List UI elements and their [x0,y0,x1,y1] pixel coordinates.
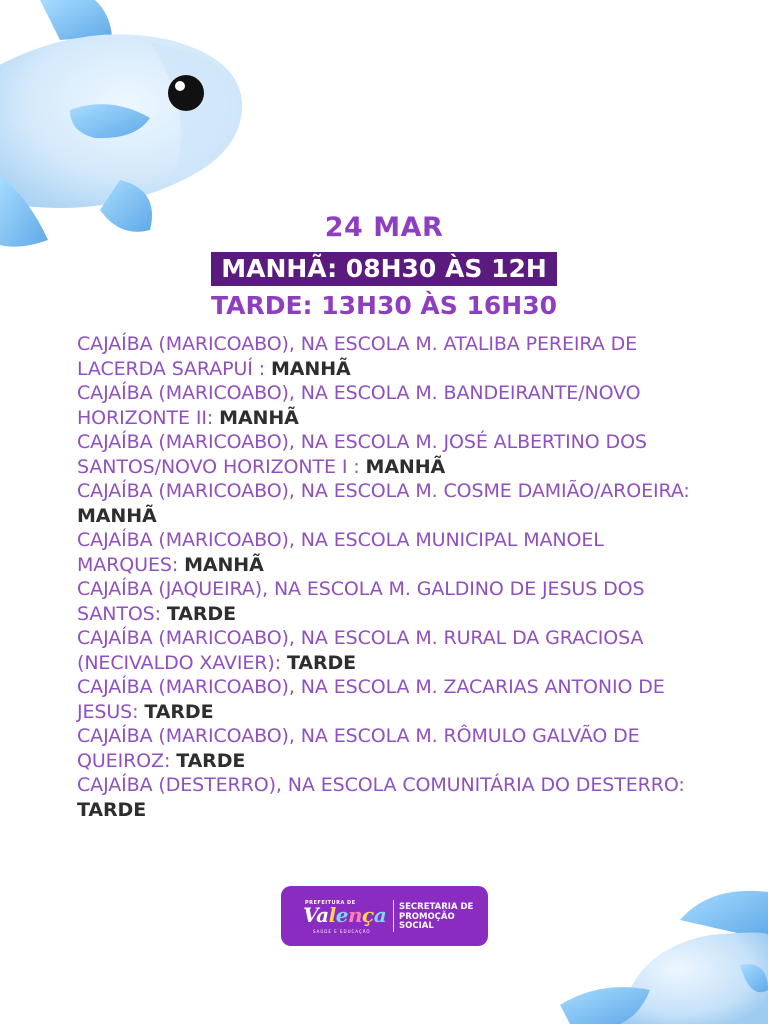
location-text: CAJAÍBA (MARICOABO), NA ESCOLA MUNICIPAL MANOEL MARQUES: [77,529,604,576]
location-text: CAJAÍBA (MARICOABO), NA ESCOLA M. ATALIBA PEREIRA DE LACERDA SARAPUÍ : [77,333,638,380]
logo-name [303,903,386,927]
location-text: CAJAÍBA (MARICOABO), NA ESCOLA M. RURAL DA GRACIOSA (NECIVALDO XAVIER): [77,627,644,674]
list-item [77,332,707,381]
location-text: CAJAÍBA (JAQUEIRA), NA ESCOLA M. GALDINO DE JESUS DOS SANTOS: [77,578,645,625]
period-label: MANHÃ [365,455,446,478]
logo-name-part: n [347,903,363,927]
footer-logo [281,886,488,946]
event-date: 24 MAR [324,212,444,243]
list-item [77,528,707,577]
location-text: CAJAÍBA (MARICOABO), NA ESCOLA M. ZACARIAS ANTONIO DE JESUS: [77,676,665,723]
period-label: MANHÃ [184,553,264,576]
list-item [77,430,707,479]
period-label: MANHÃ [270,357,351,380]
logo-name-part: Va [303,903,329,927]
period-label: MANHÃ [219,406,299,429]
list-item [77,626,707,675]
period-label: TARDE [286,651,357,674]
location-text: CAJAÍBA (MARICOABO), NA ESCOLA M. BANDEIRANTE/NOVO HORIZONTE II: [77,382,641,429]
department-name: SECRETARIA DE PROMOÇÃO SOCIAL [399,902,474,931]
fish-icon [560,880,768,1024]
list-item [77,675,707,724]
location-text: CAJAÍBA (MARICOABO), NA ESCOLA M. JOSÉ ALBERTINO DOS SANTOS/NOVO HORIZONTE I : [77,431,647,478]
location-text: CAJAÍBA (MARICOABO), NA ESCOLA M. COSME DAMIÃO/AROEIRA: [77,480,690,502]
logo-tagline: SAÚDE E EDUCAÇÃO [313,929,371,934]
list-item [77,577,707,626]
list-item [77,381,707,430]
location-text: CAJAÍBA (DESTERRO), NA ESCOLA COMUNITÁRIA DO DESTERRO: [77,774,685,796]
morning-hours-banner: MANHÃ: 08H30 ÀS 12H [211,252,557,286]
logo-name-part: a [373,903,387,927]
logo-name-part: e [335,903,348,927]
period-label: TARDE [166,602,236,625]
location-text: CAJAÍBA (MARICOABO), NA ESCOLA M. RÔMULO GALVÃO DE QUEIROZ: [77,725,640,772]
logo-name-part: l [328,903,336,927]
period-label: MANHÃ [77,504,157,527]
logo-divider [393,900,394,932]
list-item [77,724,707,773]
period-label: TARDE [144,700,214,723]
logo-name-part: ç [362,903,374,927]
period-label: TARDE [176,749,246,772]
period-label: TARDE [77,798,147,821]
location-list [77,332,707,822]
logo-prefix: PREFEITURA DE [305,900,356,906]
schedule-header [0,212,768,322]
list-item [77,773,707,822]
list-item [77,479,707,528]
afternoon-hours: TARDE: 13H30 ÀS 16H30 [210,291,557,320]
